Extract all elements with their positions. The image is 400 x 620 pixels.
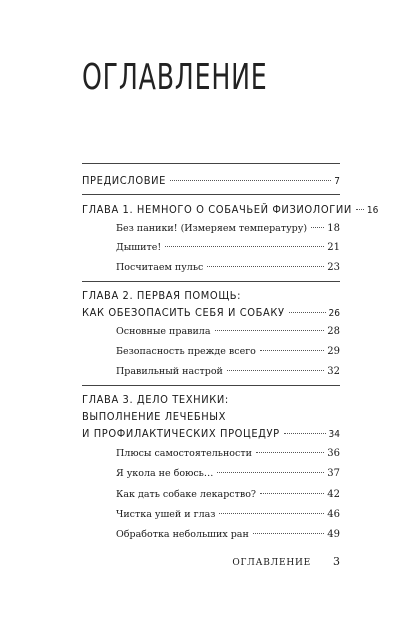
toc-entry-page: 16 xyxy=(366,205,379,216)
leader-dots xyxy=(219,513,324,514)
divider xyxy=(82,194,340,195)
toc-chapter-2-title-line: ГЛАВА 2. ПЕРВАЯ ПОМОЩЬ: xyxy=(82,289,242,302)
toc-chapter-3-title-line: ГЛАВА 3. ДЕЛО ТЕХНИКИ: xyxy=(82,393,229,406)
divider xyxy=(82,163,340,164)
leader-dots xyxy=(165,246,324,247)
toc-entry[interactable] xyxy=(116,489,340,500)
leader-dots xyxy=(207,266,324,267)
toc-entry-page: 26 xyxy=(328,308,340,319)
leader-dots xyxy=(253,533,324,534)
leader-dots xyxy=(260,493,324,494)
toc-entry[interactable] xyxy=(116,509,340,520)
toc-entry[interactable] xyxy=(116,529,340,540)
page-footer xyxy=(232,555,340,568)
leader-dots xyxy=(227,370,324,371)
toc-entry-label: КАК ОБЕЗОПАСИТЬ СЕБЯ И СОБАКУ xyxy=(82,306,285,319)
leader-dots xyxy=(215,330,325,331)
toc-entry-page: 34 xyxy=(328,429,340,440)
toc-entry-label: Дышите! xyxy=(116,242,162,253)
page-number: 3 xyxy=(333,555,340,568)
toc-entry-label: Я укола не боюсь… xyxy=(116,468,214,479)
toc-entry-label: Основные правила xyxy=(116,326,211,337)
toc-entry[interactable] xyxy=(116,468,340,479)
toc-entry-label: ГЛАВА 1. НЕМНОГО О СОБАЧЬЕЙ ФИЗИОЛОГИИ xyxy=(82,203,352,216)
toc-entry-label: Безопасность прежде всего xyxy=(116,346,256,357)
toc-entry-page: 7 xyxy=(334,176,340,187)
toc-entry-page: 36 xyxy=(327,448,340,459)
leader-dots xyxy=(170,180,331,181)
toc-chapter-3[interactable] xyxy=(82,427,340,440)
toc-entry-page: 29 xyxy=(327,346,340,357)
toc-entry-page: 49 xyxy=(327,529,340,540)
toc-entry[interactable] xyxy=(116,326,340,337)
leader-dots xyxy=(289,312,326,313)
toc-entry-label: И ПРОФИЛАКТИЧЕСКИХ ПРОЦЕДУР xyxy=(82,427,280,440)
toc-entry[interactable] xyxy=(116,223,340,234)
divider xyxy=(82,385,340,386)
toc-entry-label: Как дать собаке лекарство? xyxy=(116,489,257,500)
toc-chapter-1[interactable] xyxy=(82,203,379,216)
toc-entry-page: 23 xyxy=(327,262,340,273)
toc-entry-label: Посчитаем пульс xyxy=(116,262,204,273)
toc-entry-label: Правильный настрой xyxy=(116,366,223,377)
toc-entry-label: Плюсы самостоятельности xyxy=(116,448,252,459)
toc-entry-page: 32 xyxy=(327,366,340,377)
leader-dots xyxy=(356,209,364,210)
toc-entry[interactable] xyxy=(116,448,340,459)
toc-entry[interactable] xyxy=(116,262,340,273)
divider xyxy=(82,281,340,282)
toc-entry-page: 21 xyxy=(327,242,340,253)
leader-dots xyxy=(217,472,324,473)
leader-dots xyxy=(256,452,324,453)
toc-entry[interactable] xyxy=(116,366,340,377)
toc-entry-preface[interactable] xyxy=(82,174,340,187)
toc-chapter-2[interactable] xyxy=(82,306,340,319)
toc-entry-page: 46 xyxy=(327,509,340,520)
toc-entry-page: 42 xyxy=(327,489,340,500)
leader-dots xyxy=(311,227,324,228)
toc-entry[interactable] xyxy=(116,346,340,357)
running-footer-title: ОГЛАВЛЕНИЕ xyxy=(232,558,311,568)
toc-entry-label: ПРЕДИСЛОВИЕ xyxy=(82,174,166,187)
leader-dots xyxy=(284,433,326,434)
toc-entry-page: 37 xyxy=(327,468,340,479)
page-title: ОГЛАВЛЕНИЕ xyxy=(82,57,268,98)
toc-entry-page: 28 xyxy=(327,326,340,337)
leader-dots xyxy=(260,350,324,351)
toc-chapter-3-title-line: ВЫПОЛНЕНИЕ ЛЕЧЕБНЫХ xyxy=(82,410,227,423)
toc-entry[interactable] xyxy=(116,242,340,253)
toc-entry-label: Обработка небольших ран xyxy=(116,529,249,540)
toc-entry-label: Без паники! (Измеряем температуру) xyxy=(116,223,308,234)
toc-entry-page: 18 xyxy=(327,223,340,234)
toc-entry-label: Чистка ушей и глаз xyxy=(116,509,216,520)
